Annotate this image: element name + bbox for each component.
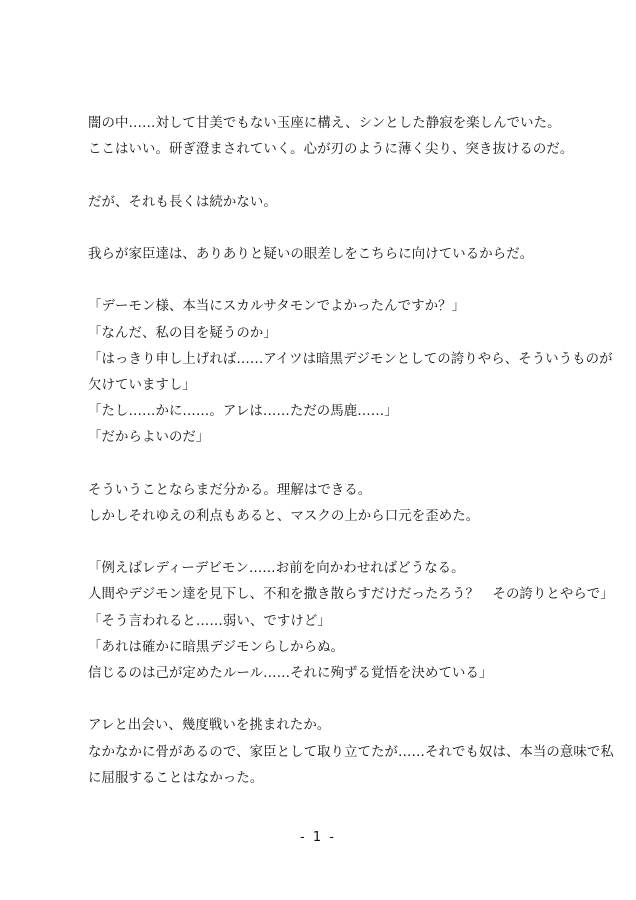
text-line: 我らが家臣達は、ありありと疑いの眼差しをこちらに向けているからだ。 [88, 246, 534, 262]
text-line: ここはいい。研ぎ澄まされていく。心が刃のように薄く尖り、突き抜けるのだ。 [88, 142, 574, 158]
dialogue-line: 人間やデジモン達を見下し、不和を撒き散らすだけだったろう？ その誇りとやらで」 [88, 587, 614, 603]
text-line: なかなかに骨があるので、家臣として取り立てたが……それでも奴は、本当の意味で私 [88, 744, 614, 760]
blank-line [88, 216, 588, 242]
blank-line [88, 530, 588, 556]
dialogue-line: 「あれは確かに暗黒デジモンらしからぬ。 [88, 639, 345, 655]
dialogue-line: 「たし……かに……。アレは……ただの馬鹿……」 [88, 404, 398, 420]
body-text [88, 111, 614, 792]
text-line: に屈服することはなかった。 [88, 770, 264, 786]
dialogue-line: 欠けていますし」 [88, 377, 196, 393]
dialogue-line: 「はっきり申し上げれば……アイツは暗黒デジモンとしての誇りやら、そういうものが [88, 351, 613, 367]
text-line: 闇の中……対して甘美でもない玉座に構え、シンとした静寂を楽しんでいた。 [88, 116, 561, 131]
text-line: アレと出会い、幾度戦いを挑まれたか。 [88, 718, 331, 734]
blank-line [88, 687, 588, 713]
text-line: しかしそれゆえの利点もあると、マスクの上から口元を歪めた。 [88, 508, 480, 524]
dialogue-line: 「デーモン様、本当にスカルサタモンでよかったんですか？」 [88, 299, 466, 315]
text-line: だが、それも長くは続かない。 [88, 194, 277, 210]
page-number: - 1 - [300, 830, 336, 845]
dialogue-line: 「だからよいのだ」 [88, 430, 210, 446]
dialogue-line: 「なんだ、私の目を疑うのか」 [88, 325, 277, 341]
dialogue-line: 「そう言われると……弱い、ですけど」 [88, 613, 331, 629]
blank-line [88, 451, 588, 477]
dialogue-line: 信じるのは己が定めたルール……それに殉ずる覚悟を決めている」 [88, 665, 493, 681]
dialogue-line: 「例えばレディーデビモン……お前を向かわせればどうなる。 [88, 561, 465, 577]
blank-line [88, 268, 588, 294]
text-line: そういうことならまだ分かる。理解はできる。 [88, 482, 372, 498]
blank-line [88, 163, 588, 189]
